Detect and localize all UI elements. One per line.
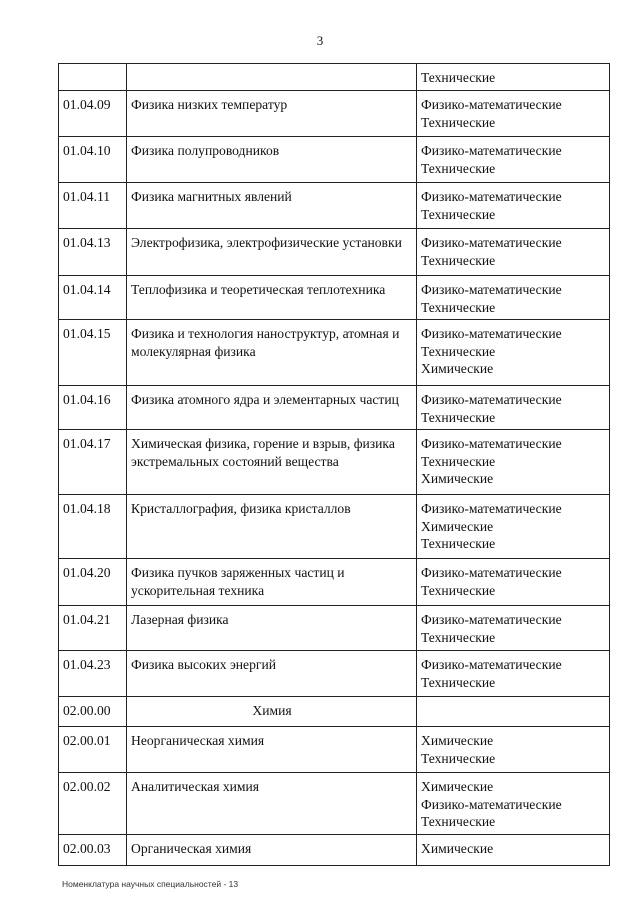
specialty-name: Физика магнитных явлений	[127, 183, 417, 229]
specialty-name: Неорганическая химия	[127, 727, 417, 773]
science-branch: Физико-математические	[421, 501, 562, 516]
specialty-code: 01.04.16	[59, 386, 127, 430]
science-branch: Физико-математические	[421, 326, 562, 341]
science-branches	[417, 606, 610, 651]
specialty-name: Физика атомного ядра и элементарных частиц	[127, 386, 417, 430]
science-branches	[417, 651, 610, 697]
table-row	[59, 835, 610, 866]
science-branch: Химические	[421, 733, 494, 748]
specialty-code	[59, 64, 127, 91]
table-row	[59, 430, 610, 495]
science-branches	[417, 229, 610, 276]
science-branch: Технические	[421, 674, 496, 690]
specialty-name: Физика полупроводников	[127, 137, 417, 183]
specialty-code: 01.04.13	[59, 229, 127, 276]
specialty-name: Теплофизика и теоретическая теплотехника	[127, 276, 417, 320]
specialty-code: 02.00.01	[59, 727, 127, 773]
science-branch: Физико-математические	[421, 282, 562, 297]
science-branch: Химические	[421, 361, 494, 376]
science-branch: Физико-математические	[421, 436, 562, 451]
specialty-code: 02.00.02	[59, 773, 127, 835]
science-branches	[417, 773, 610, 835]
specialty-name: Аналитическая химия	[127, 773, 417, 835]
specialty-code: 01.04.20	[59, 559, 127, 606]
specialty-code: 01.04.14	[59, 276, 127, 320]
specialty-code: 01.04.23	[59, 651, 127, 697]
footer-text: Номенклатура научных специальностей - 13	[62, 879, 239, 889]
science-branches	[417, 697, 610, 727]
specialty-code: 01.04.15	[59, 320, 127, 386]
science-branches	[417, 137, 610, 183]
science-branches	[417, 430, 610, 495]
table-body	[59, 64, 610, 866]
science-branch: Технические	[421, 536, 496, 551]
science-branch: Технические	[421, 750, 496, 766]
science-branches	[417, 495, 610, 559]
specialty-name: Кристаллография, физика кристаллов	[127, 495, 417, 559]
science-branch: Физико-математические	[421, 565, 562, 580]
specialty-name	[127, 64, 417, 91]
table-row	[59, 137, 610, 183]
specialty-name: Физика высоких энергий	[127, 651, 417, 697]
specialty-code: 01.04.09	[59, 91, 127, 137]
science-branch: Физико-математические	[421, 97, 562, 112]
science-branches	[417, 91, 610, 137]
science-branch: Технические	[421, 252, 496, 268]
specialty-name: Физика и технология наноструктур, атомная и молекулярная физика	[127, 320, 417, 386]
table-row	[59, 697, 610, 727]
science-branch: Физико-математические	[421, 612, 562, 627]
specialty-code: 02.00.00	[59, 697, 127, 727]
science-branch: Химические	[421, 471, 494, 486]
specialty-code: 01.04.17	[59, 430, 127, 495]
science-branch: Химические	[421, 518, 494, 534]
science-branch: Физико-математические	[421, 189, 562, 204]
science-branch: Технические	[421, 814, 496, 829]
science-branches	[417, 276, 610, 320]
science-branch: Физико-математические	[421, 392, 562, 407]
table-row	[59, 495, 610, 559]
table-row	[59, 773, 610, 835]
specialty-code: 01.04.21	[59, 606, 127, 651]
science-branches	[417, 835, 610, 866]
table-row	[59, 91, 610, 137]
science-branch: Технические	[421, 582, 496, 598]
specialty-name: Физика низких температур	[127, 91, 417, 137]
science-branch: Технические	[421, 343, 496, 359]
table-row	[59, 276, 610, 320]
science-branch: Технические	[421, 299, 496, 315]
specialty-name: Химия	[127, 697, 417, 727]
science-branch: Физико-математические	[421, 657, 562, 672]
specialties-table	[58, 63, 610, 866]
specialty-code: 02.00.03	[59, 835, 127, 866]
science-branch: Технические	[421, 409, 496, 425]
specialty-code: 01.04.11	[59, 183, 127, 229]
science-branches	[417, 727, 610, 773]
specialty-name: Физика пучков заряженных частиц и ускорительная техника	[127, 559, 417, 606]
science-branch: Физико-математические	[421, 235, 562, 250]
science-branch: Химические	[421, 841, 494, 856]
specialty-code: 01.04.10	[59, 137, 127, 183]
science-branch: Технические	[421, 206, 496, 222]
table-row	[59, 559, 610, 606]
science-branches	[417, 559, 610, 606]
specialty-code: 01.04.18	[59, 495, 127, 559]
science-branch: Химические	[421, 779, 494, 794]
science-branch: Технические	[421, 629, 496, 645]
science-branches	[417, 386, 610, 430]
science-branch: Физико-математические	[421, 796, 562, 812]
page-number: 3	[316, 33, 324, 48]
table-row	[59, 727, 610, 773]
science-branches	[417, 320, 610, 386]
science-branch: Технические	[421, 160, 496, 176]
science-branch: Физико-математические	[421, 143, 562, 158]
science-branch: Технические	[421, 453, 496, 469]
table-row	[59, 320, 610, 386]
table-row	[59, 606, 610, 651]
specialty-name: Электрофизика, электрофизические установки	[127, 229, 417, 276]
table-row	[59, 183, 610, 229]
table-row	[59, 651, 610, 697]
science-branch: Технические	[421, 70, 496, 85]
specialty-name: Органическая химия	[127, 835, 417, 866]
table-row	[59, 64, 610, 91]
specialty-name: Лазерная физика	[127, 606, 417, 651]
science-branches	[417, 64, 610, 91]
science-branch: Технические	[421, 114, 496, 130]
table-row	[59, 386, 610, 430]
specialty-name: Химическая физика, горение и взрыв, физика экстремальных состояний вещества	[127, 430, 417, 495]
table-row	[59, 229, 610, 276]
science-branches	[417, 183, 610, 229]
